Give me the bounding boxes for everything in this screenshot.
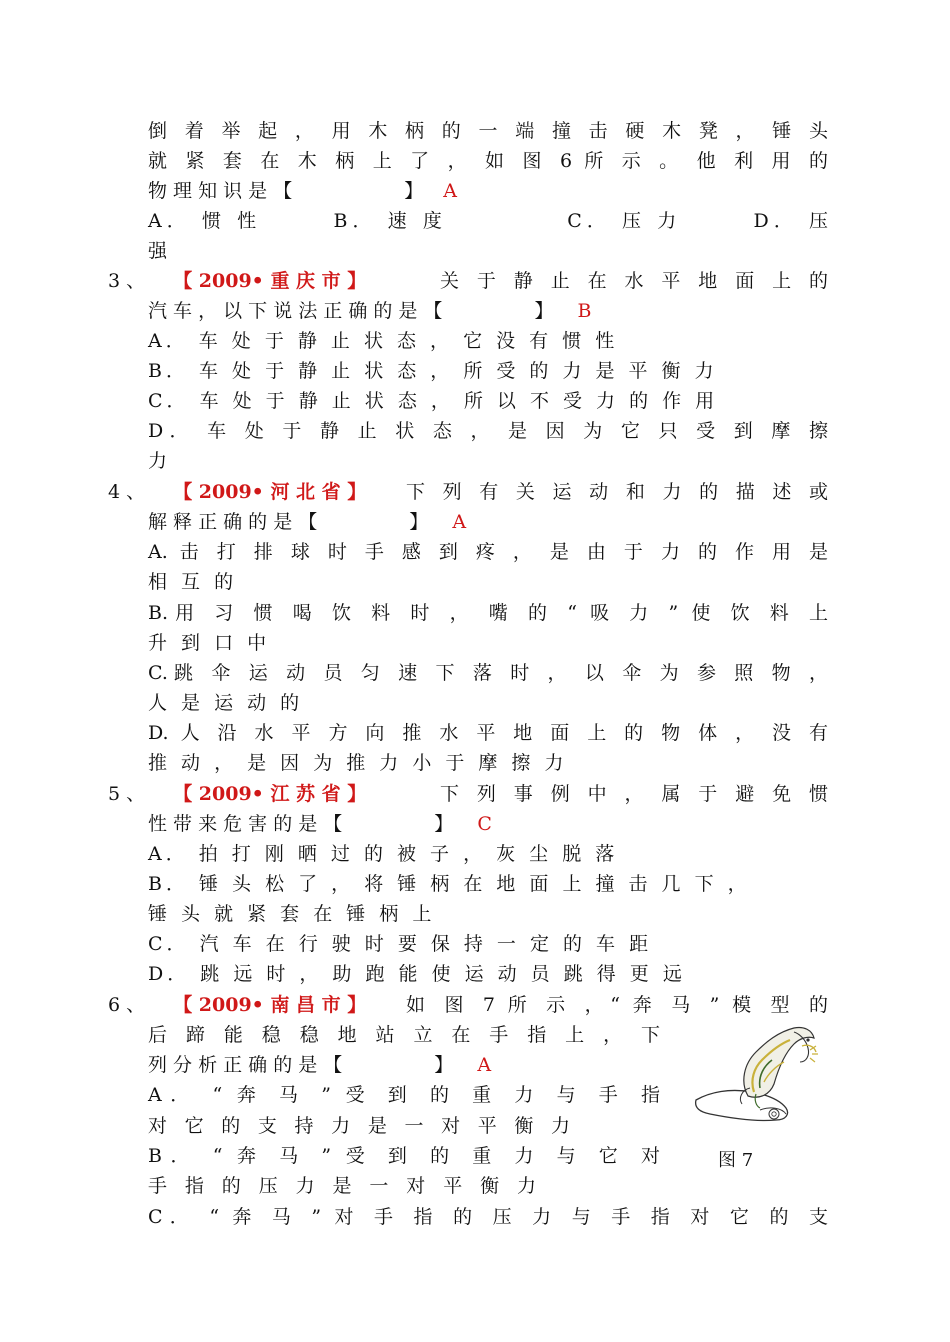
answer-key: A (443, 180, 457, 202)
text-line: 后 蹄 能 稳 稳 地 站 立 在 手 指 上 ， 下 (148, 1024, 660, 1046)
question-stem: 如 图 7 所 示 ，“ 奔 马 ” 模 型 的 (406, 994, 828, 1016)
option-b: B． “ 奔 马 ” 受 到 的 重 力 与 它 对 (148, 1145, 660, 1167)
question-header (108, 477, 828, 507)
options-line: A． 惯 性 B． 速 度 C． 压 力 D． 压 (148, 210, 828, 232)
text-line: 倒 着 举 起 ， 用 木 柄 的 一 端 撞 击 硬 木 凳 ， 锤 头 (148, 120, 828, 142)
bracket-close: 】 (409, 511, 429, 533)
question-stem: 物 理 知 识 是 【 (148, 180, 293, 202)
question-number: 6 、 (108, 994, 146, 1016)
option-a: A. 击 打 排 球 时 手 感 到 疼 ， 是 由 于 力 的 作 用 是 (148, 541, 828, 563)
option-a: A． 车 处 于 静 止 状 态 ， 它 没 有 惯 性 (148, 330, 619, 352)
answer-key: A (452, 511, 467, 533)
question-stem: 解 释 正 确 的 是 【 (148, 511, 318, 533)
option-d: D． 车 处 于 静 止 状 态 ， 是 因 为 它 只 受 到 摩 擦 (148, 420, 828, 442)
question-header (108, 779, 828, 809)
option-d: D. 人 沿 水 平 方 向 推 水 平 地 面 上 的 物 体 ， 没 有 (148, 722, 828, 744)
text-line: 相 互 的 (148, 571, 238, 593)
question-number: 4 、 (108, 481, 146, 503)
question-number: 3 、 (108, 270, 146, 292)
answer-key: A (477, 1054, 492, 1076)
source-tag: 【 2009• 江 苏 省 】 (173, 783, 367, 805)
question-stem: 汽 车 ， 以 下 说 法 正 确 的 是 【 (148, 300, 443, 322)
text-line: 对 它 的 支 持 力 是 一 对 平 衡 力 (148, 1115, 570, 1137)
text-line: 就 紧 套 在 木 柄 上 了 ， 如 图 6 所 示 。 他 利 用 的 (148, 150, 828, 172)
text-line: 力 (148, 450, 168, 472)
option-b: B.用 习 惯 喝 饮 料 时 ， 嘴 的 “ 吸 力 ” 使 饮 料 上 (148, 602, 828, 624)
text-line (148, 507, 828, 537)
question-stem: 下 列 有 关 运 动 和 力 的 描 述 或 (406, 481, 828, 503)
option-c: C． 车 处 于 静 止 状 态 ， 所 以 不 受 力 的 作 用 (148, 390, 719, 412)
text-line (148, 296, 828, 326)
bracket-close: 】 (404, 180, 424, 202)
text-line (148, 809, 828, 839)
text-line: 升 到 口 中 (148, 632, 271, 654)
option-b: B． 车 处 于 静 止 状 态 ， 所 受 的 力 是 平 衡 力 (148, 360, 718, 382)
answer-key: C (477, 813, 492, 835)
option-a: A． “ 奔 马 ” 受 到 的 重 力 与 手 指 (148, 1084, 660, 1106)
option-c: C.跳 伞 运 动 员 匀 速 下 落 时 ， 以 伞 为 参 照 物 ， (148, 662, 828, 684)
text-line: 手 指 的 压 力 是 一 对 平 衡 力 (148, 1175, 536, 1197)
text-line: 强 (148, 240, 168, 262)
answer-key: B (577, 300, 592, 322)
source-tag: 【 2009• 重 庆 市 】 (173, 270, 367, 292)
option-a: A． 拍 打 刚 晒 过 的 被 子 ， 灰 尘 脱 落 (148, 843, 619, 865)
bracket-close: 】 (434, 813, 454, 835)
question-stem: 下 列 事 例 中 ， 属 于 避 免 惯 (440, 783, 828, 805)
option-c: C． 汽 车 在 行 驶 时 要 保 持 一 定 的 车 距 (148, 933, 653, 955)
bracket-close: 】 (534, 300, 554, 322)
option-d: D． 跳 远 时 ， 助 跑 能 使 运 动 员 跳 得 更 远 (148, 963, 686, 985)
source-tag: 【 2009• 南 昌 市 】 (173, 994, 367, 1016)
figure-caption: 图 7 (718, 1150, 754, 1171)
question-number: 5 、 (108, 783, 146, 805)
text-line (148, 176, 828, 206)
question-stem: 列 分 析 正 确 的 是 【 (148, 1054, 343, 1076)
question-header (108, 990, 828, 1020)
bracket-close: 】 (434, 1054, 454, 1076)
horse-on-finger-illustration (690, 1018, 830, 1128)
option-b: B． 锤 头 松 了 ， 将 锤 柄 在 地 面 上 撞 击 几 下 ， (148, 873, 751, 895)
text-line: 推 动 ， 是 因 为 推 力 小 于 摩 擦 力 (148, 752, 568, 774)
option-c: C． “ 奔 马 ” 对 手 指 的 压 力 与 手 指 对 它 的 支 (148, 1206, 828, 1228)
text-line: 锤 头 就 紧 套 在 锤 柄 上 (148, 903, 436, 925)
source-tag: 【 2009• 河 北 省 】 (173, 481, 367, 503)
question-stem: 性 带 来 危 害 的 是 【 (148, 813, 343, 835)
question-header (108, 266, 828, 296)
text-line: 人 是 运 动 的 (148, 692, 304, 714)
question-stem: 关 于 静 止 在 水 平 地 面 上 的 (440, 270, 828, 292)
